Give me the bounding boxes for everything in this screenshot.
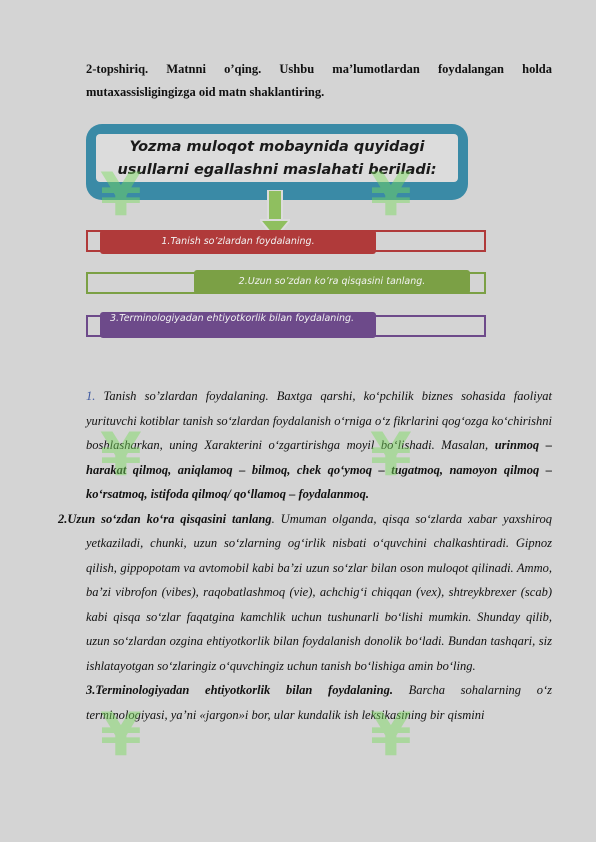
diagram-item-2: 2.Uzun so’zdan ko’ra qisqasini tanlang. — [194, 270, 470, 294]
watermark-icon: ¥ — [370, 160, 412, 230]
paragraph-1-number: 1. — [86, 389, 96, 403]
paragraph-1-examples: urinmoq – harakat qilmoq, aniqlamoq – bilmoq, chek qo‘ymoq – tugatmoq, namoyon qilmoq – ko‘rsatmoq, istifoda qilmoq/ qo‘llamoq – foydalanmoq. — [86, 438, 552, 501]
paragraph-3-heading: 3.Terminologiyadan ehtiyotkorlik bilan foydalaning. — [86, 683, 393, 697]
watermark-icon: ¥ — [100, 160, 142, 230]
paragraph-2-text: . Umuman olganda, qisqa so‘zlarda xabar yaxshiroq yetkaziladi, chunki, uzun so‘zlarning og‘irlik nisbati o‘quvchini chalkashtiradi. Gipnoz qilish, gippopotam va avtomobil kabi ba’zi uzun so‘zlar bilan oson muloqot qilinadi. Ammo, ba’zi vibrofon (vibes), raqobatlashmoq (vie), achchig‘i chiqqan (vex), shtreykbrexer (scab) kabi qisqa so‘zlar faqatgina kamchlik uchun tushunarli bo‘lishi mumkin. Shunday qilib, uzun so‘zlardan ozgina ehtiyotkorlik bilan foydalanish donolik bo‘ladi. Bundan tashqari, siz ishlatayotgan so‘zlaringiz o‘quvchingiz uchun tanish bo‘lishiga amin bo‘ling. — [86, 511, 553, 673]
paragraph-1 — [86, 384, 552, 507]
body-text — [58, 384, 553, 727]
task-line-1: 2-topshiriq. Matnni o’qing. Ushbu ma’lumotlardan foydalangan holda — [86, 62, 552, 76]
diagram-banner — [86, 124, 468, 200]
paragraph-3-text: Barcha sohalarning o‘z terminologiyasi, ya’ni «jargon»i bor, ular kundalik ish leksikasining bir qismini — [86, 683, 552, 722]
watermark-icon: ¥ — [100, 420, 142, 490]
diagram-item-3: 3.Terminologiyadan ehtiyotkorlik bilan foydalaning. — [100, 312, 376, 338]
diagram-title-line-2: usullarni egallashni maslahati beriladi: — [117, 162, 437, 178]
watermark-icon: ¥ — [100, 700, 142, 770]
watermark-icon: ¥ — [370, 420, 412, 490]
watermark-icon: ¥ — [370, 700, 412, 770]
paragraph-3 — [86, 678, 552, 727]
task-instruction — [86, 58, 552, 104]
diagram-item-1: 1.Tanish so’zlardan foydalaning. — [100, 230, 376, 254]
paragraph-2 — [58, 507, 553, 679]
task-line-2: mutaxassisligingizga oid matn shaklantiring. — [86, 85, 325, 99]
paragraph-2-heading: 2.Uzun so‘zdan ko‘ra qisqasini tanlang — [58, 511, 272, 526]
paragraph-1-text: Tanish so’zlardan foydalaning. Baxtga qarshi, ko‘pchilik biznes sohasida faoliyat yurituvchi kotiblar tanish so‘zlardan foydalanish o‘rniga o‘z fikrlarini qog‘ozga ko‘chirishni boshlasharkan, uning Xarakterini o‘zgartirishga moyil bo‘lishadi. Masalan, — [86, 389, 552, 452]
diagram-title-line-1: Yozma muloqot mobaynida quyidagi — [129, 139, 425, 155]
diagram-title — [96, 134, 458, 182]
